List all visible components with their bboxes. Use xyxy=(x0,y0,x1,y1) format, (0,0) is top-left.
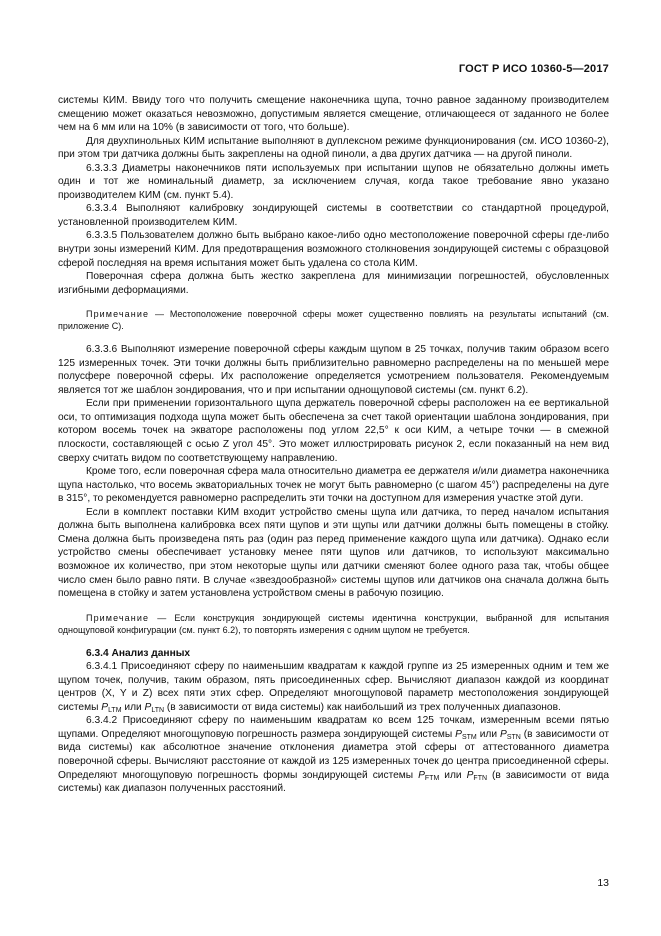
paragraph-horizontal-stylus: Если при применении горизонтального щупа держатель поверочной сферы расположен на ее вертикальной оси, то оптимизация подхода щупа может быть обеспечена за счет такой ориентации шаблона зондирования, при котором восемь точек на экваторе расположены под углом 22,5° к оси КИМ, а четыре точки — в смежной плоскости, составляющей с осью Z угол 45°. Это может иллюстрировать рисунок 2, если показанный на нем вид сверху считать видом по соответствующему направлению. xyxy=(58,398,609,464)
paragraph-6-3-4-1: 6.3.4.1 Присоединяют сферу по наименьшим квадратам к каждой группе из 25 измеренных одним и тем же щупом точек, получив, таким образом, пять присоединенных сфер. Вычисляют диапазон каждой из координат центров (X, Y и Z) всех пяти этих сфер. Определяют многощуповой параметр местоположения зондирующей системы $P_{LTM}$ или $P_{LTN}$ (в зависимости от вида системы) как наибольший из трех полученных диапазонов. xyxy=(58,661,609,714)
note-1 xyxy=(58,308,609,332)
paragraph-6-3-3-5: 6.3.3.5 Пользователем должно быть выбрано какое-либо одно местоположение поверочной сферы где-либо внутри зоны измерений КИМ. Для предотвращения возможного столкновения зондирующей системы с образцовой сферой последняя на время испытания может быть удалена со стола КИМ. xyxy=(58,230,609,269)
paragraph-6-3-3-4: 6.3.3.4 Выполняют калибровку зондирующей системы в соответствии со стандартной процедурой, установленной производителем КИМ. xyxy=(58,203,609,228)
note-1-text: — Местоположение поверочной сферы может существенно повлиять на результаты испытаний (см. приложение С). xyxy=(58,309,609,332)
paragraph-changer: Если в комплект поставки КИМ входит устройство смены щупа или датчика, то перед началом испытания должна быть выполнена калибровка всех пяти щупов и эти щупы или датчики должны быть помещены в стойку. Смена должна быть произведена пять раз (один раз перед применение каждого щупа или датчика). Однако если устройство смены обеспечивает установку менее пяти щупов или датчиков, то используют максимально возможное их количество, при этом некоторые щупы или датчики сменяют более одного раза так, чтобы общее число смен было равно пяти. В случае «звездообразной» системы щупов или датчиков она сначала должна быть помещена в стойку и затем установлена устройством смены в рабочую позицию. xyxy=(58,506,609,600)
paragraph-2: Для двухпинольных КИМ испытание выполняют в дуплексном режиме функционирования (см. ИСО 10360-2), при этом три датчика должны быть закреплены на одной пиноли, а два других датчика — на другой пиноли. xyxy=(58,135,609,161)
note-2-text: — Если конструкция зондирующей системы идентична конструкции, выбранной для испытания однощуповой конфигурации (см. пункт 6.2), то повторять измерения с одним щупом не требуется. xyxy=(58,612,609,635)
paragraph-small-sphere: Кроме того, если поверочная сфера мала относительно диаметра ее держателя и/или диаметра наконечника щупа настолько, что восемь экваториальных точек не могут быть равномерно (с шагом 45°) распределены на дуге в 315°, то рекомендуется равномерно распределить эти точки на доступном для измерения участке этой дуги. xyxy=(58,466,609,505)
paragraph-1: системы КИМ. Ввиду того что получить смещение наконечника щупа, точно равное заданному производителем смещению может оказаться невозможно, допустимым является смещение, отличающееся от заданного не более чем на 6 мм или на 10% (в зависимости от того, что больше). xyxy=(58,95,609,134)
page-header-title: ГОСТ Р ИСО 10360-5—2017 xyxy=(458,63,609,75)
note-2 xyxy=(58,612,609,636)
paragraph-6-3-3-3: 6.3.3.3 Диаметры наконечников пяти используемых при испытании щупов не обязательно должны иметь один и тот же номинальный диаметр, за исключением случая, когда такое требование явно указано производителем КИМ (см. пункт 5.4). xyxy=(58,162,609,201)
paragraph-6-3-3-6: 6.3.3.6 Выполняют измерение поверочной сферы каждым щупом в 25 точках, получив таким образом всего 125 измеренных точек. Эти точки должны быть приблизительно равномерно распределены на по меньшей мере полусфере поверочной сферы. Их расположение определяется усмотрением пользователя. Рекомендуемым является тот же шаблон зондирования, что и при испытании однощуповой системы (см. пункт 6.2). xyxy=(58,344,609,396)
section-heading-6-3-4: 6.3.4 Анализ данных xyxy=(86,647,191,659)
paragraph-6-3-4-2: 6.3.4.2 Присоединяют сферу по наименьшим квадратам ко всем 125 точкам, измеренным всеми пятью щупами. Определяют многощуповую погрешность размера зондирующей системы $P_{STM}$ или $P_{STN}$ (в зависимости от вида системы) как абсолютное значение отклонения диаметра этой сферы от аттестованного диаметра поверочной сферы. Вычисляют расстояние от каждой из 125 измеренных точек до центра присоединенной сферы. Определяют многощуповую погрешность формы зондирующей системы $P_{FTM}$ или $P_{FTN}$ (в зависимости от вида системы) как диапазон полученных расстояний. xyxy=(58,715,610,795)
note-2-label: Примечание xyxy=(86,612,150,623)
document-body xyxy=(58,94,609,796)
note-1-label: Примечание xyxy=(86,309,150,320)
paragraph-sphere-fixing: Поверочная сфера должна быть жестко закреплена для минимизации погрешностей, обусловленных изгибными деформациями. xyxy=(58,271,609,296)
page-number: 13 xyxy=(597,877,609,889)
